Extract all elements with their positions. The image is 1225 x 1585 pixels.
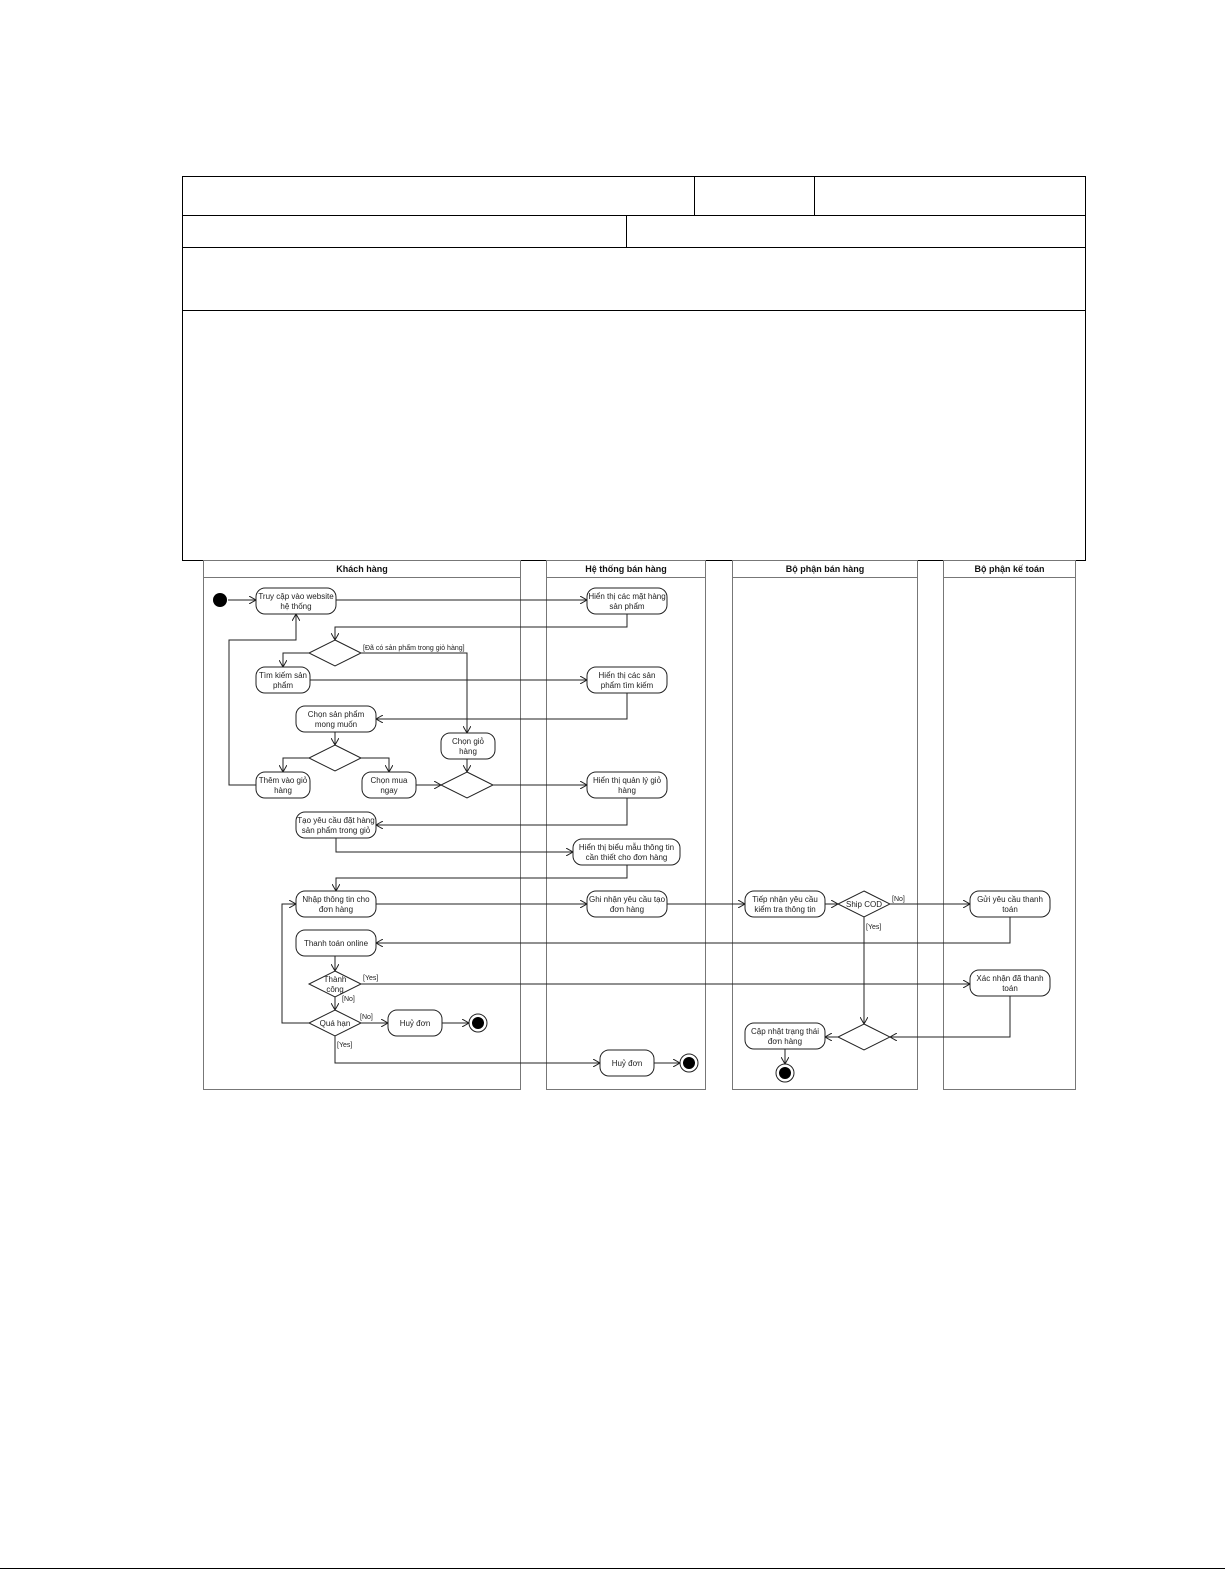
activity-search-product <box>256 667 310 693</box>
node-text: Tìm kiếm sản <box>258 670 308 680</box>
guard-label-has-cart-items: [Đã có sản phẩm trong giỏ hàng] <box>363 645 465 652</box>
flow-edge <box>890 996 1010 1037</box>
node-text: Hiển thị các mặt hàng <box>588 591 666 601</box>
decision-merge-update <box>838 1024 890 1050</box>
activity-receive-check-info <box>745 891 825 917</box>
flow-edge <box>282 904 309 1023</box>
node-text: đơn hàng <box>767 1036 803 1046</box>
node-text: Tiếp nhận yêu cầu <box>752 894 818 904</box>
node-text: sản phẩm <box>609 601 645 611</box>
decision-success <box>309 971 361 997</box>
node-text: đơn hàng <box>609 904 645 914</box>
activity-add-to-cart <box>256 772 310 798</box>
flow-edge <box>336 865 627 891</box>
activity-show-cart-management <box>587 772 667 798</box>
node-text: phẩm tìm kiếm <box>600 680 654 690</box>
activity-send-payment-request <box>970 891 1050 917</box>
node-text: Hiển thị các sản <box>598 670 656 680</box>
flow-edge <box>361 653 467 733</box>
activity-buy-now <box>362 772 416 798</box>
node-text: Quá hạn <box>319 1018 351 1028</box>
node-text: toán <box>1002 983 1018 993</box>
node-text: hệ thống <box>280 601 312 611</box>
lane-sales-department-title: Bộ phận bán hàng <box>733 561 917 578</box>
flow-edge <box>335 614 627 640</box>
guard-label-no-overdue: [No] <box>360 1014 373 1021</box>
activity-record-order-request <box>587 891 667 917</box>
guard-label-no-cod: [No] <box>892 896 905 903</box>
node-text: Truy cập vào website <box>258 591 334 601</box>
activity-access-website <box>256 588 336 614</box>
final-node <box>680 1054 698 1072</box>
flow-edge <box>283 758 309 772</box>
activity-show-search-results <box>587 667 667 693</box>
lane-customer-title: Khách hàng <box>204 561 520 578</box>
activity-cancel-order-customer <box>388 1010 442 1036</box>
node-text: sản phẩm trong giỏ <box>301 825 371 835</box>
node-text: Nhập thông tin cho <box>302 894 370 904</box>
activity-pay-online <box>296 930 376 956</box>
decision-merge-cart <box>441 772 493 798</box>
node-text: kiểm tra thông tin <box>754 904 816 914</box>
activity-choose-product <box>296 706 376 732</box>
node-text: Thêm vào giỏ <box>258 775 308 785</box>
node-text: phẩm <box>272 680 294 690</box>
activity-choose-cart <box>441 733 495 759</box>
node-text: Hiển thị biểu mẫu thông tin <box>578 842 675 852</box>
node-text: mong muốn <box>314 719 358 729</box>
activity-show-products <box>587 588 667 614</box>
guard-label-yes-overdue: [Yes] <box>337 1042 353 1049</box>
flow-edge <box>361 758 389 772</box>
node-text: Thành <box>323 974 347 984</box>
activity-enter-order-info <box>296 891 376 917</box>
lane-sales-system-title: Hệ thống bán hàng <box>547 561 705 578</box>
node-text: hàng <box>618 785 636 795</box>
node-text: Gửi yêu cầu thanh <box>977 894 1043 904</box>
node-text: hàng <box>274 785 292 795</box>
node-text: hàng <box>459 746 477 756</box>
node-text: Xác nhận đã thanh <box>976 973 1044 983</box>
node-text: Huỷ đơn <box>611 1058 643 1068</box>
node-text: Chọn giỏ <box>451 736 485 746</box>
node-text: đơn hàng <box>318 904 354 914</box>
node-text: cần thiết cho đơn hàng <box>585 852 668 862</box>
activity-update-order-status <box>745 1023 825 1049</box>
decision-add-or-buy <box>309 745 361 771</box>
node-text: Ship COD <box>845 899 883 909</box>
node-text: Chọn sản phẩm <box>307 709 365 719</box>
guard-label-yes-success: [Yes] <box>363 975 379 982</box>
node-text: toán <box>1002 904 1018 914</box>
flow-edge <box>335 1036 600 1063</box>
activity-create-order-request <box>296 812 376 838</box>
activity-confirm-paid <box>970 970 1050 996</box>
activity-show-order-form <box>573 839 680 865</box>
decision-cart-check <box>309 640 361 666</box>
node-text: công <box>326 984 344 994</box>
final-node <box>776 1064 794 1082</box>
flow-edge <box>376 917 1010 943</box>
node-text: Huỷ đơn <box>399 1018 431 1028</box>
node-text: Hiển thị quản lý giỏ <box>592 775 662 785</box>
node-text: Thanh toán online <box>303 938 369 948</box>
node-text: Tạo yêu cầu đặt hàng <box>297 815 375 825</box>
flow-edge <box>376 693 627 719</box>
node-text: ngay <box>380 785 398 795</box>
flow-edge <box>376 798 627 825</box>
guard-label-yes-cod: [Yes] <box>866 924 882 931</box>
guard-label-no-success: [No] <box>342 996 355 1003</box>
flow-edge <box>283 653 309 667</box>
activity-cancel-order-system <box>600 1050 654 1076</box>
flow-edge <box>229 614 296 785</box>
lane-accounting-department-title: Bộ phận kế toán <box>944 561 1075 578</box>
node-text: Cập nhật trạng thái <box>750 1026 820 1036</box>
decision-ship-cod <box>838 891 890 917</box>
node-text: Chọn mua <box>370 775 408 785</box>
final-node <box>469 1014 487 1032</box>
decision-overdue <box>309 1010 361 1036</box>
initial-node <box>213 593 227 607</box>
flow-nodes <box>213 588 1050 1082</box>
flow-edge <box>336 838 573 852</box>
node-text: Ghi nhận yêu cầu tạo <box>588 894 666 904</box>
